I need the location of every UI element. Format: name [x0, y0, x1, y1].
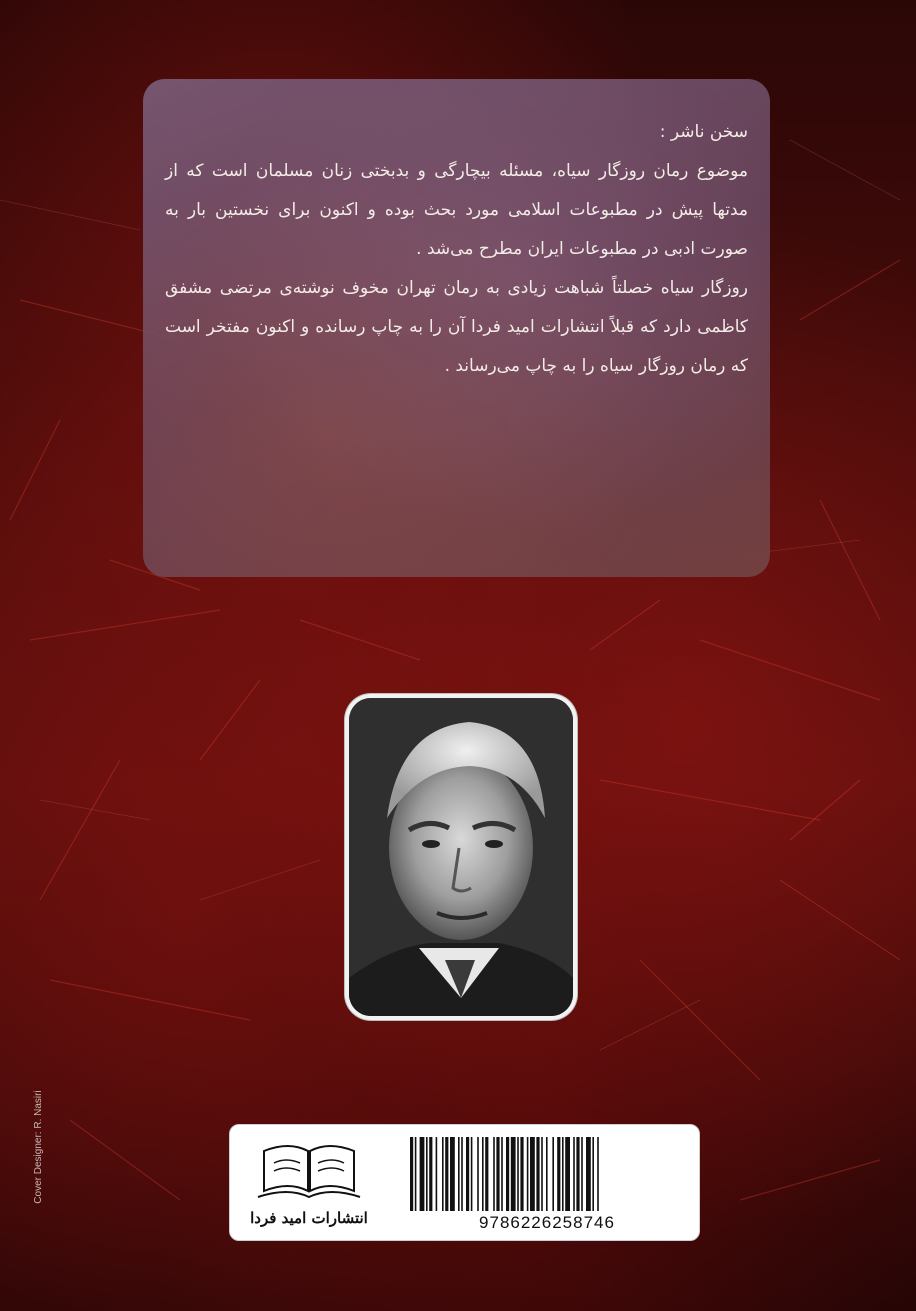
barcode-bar: [557, 1137, 560, 1211]
barcode-bar: [597, 1137, 599, 1211]
author-portrait: [349, 698, 573, 1016]
barcode-bar: [573, 1137, 575, 1211]
barcode-bar: [546, 1137, 548, 1211]
barcode-bar: [592, 1137, 594, 1211]
barcode-bar: [466, 1137, 469, 1211]
barcode-bar: [415, 1137, 417, 1211]
barcode-bar: [581, 1137, 583, 1211]
publisher-note-paragraph-2: روزگار سیاه خصلتاً شباهت زیادی به رمان تهران مخوف نوشته‌ی مرتضی مشفق کاظمی دارد که قبلاً انتشارات امید فردا آن را به چاپ رسانده و اکنون مفتخر است که رمان روزگار سیاه را به چاپ می‌رساند .: [165, 278, 748, 376]
isbn-number: 9786226258746: [479, 1213, 615, 1232]
barcode-bar: [541, 1137, 543, 1211]
barcode-bar: [445, 1137, 448, 1211]
barcode-bar: [477, 1137, 479, 1211]
barcode-bar: [511, 1137, 516, 1211]
barcode-bar: [536, 1137, 539, 1211]
publisher-logo: [244, 1133, 374, 1233]
barcode-bar: [485, 1137, 488, 1211]
barcode-bar: [552, 1137, 554, 1211]
barcode-bar: [506, 1137, 509, 1211]
publisher-note-panel: [143, 79, 770, 577]
barcode-bar: [586, 1137, 591, 1211]
barcode-bar: [458, 1137, 460, 1211]
barcode-bar: [496, 1137, 499, 1211]
barcode-bar: [565, 1137, 570, 1211]
barcode-bar: [562, 1137, 564, 1211]
barcode-bar: [527, 1137, 529, 1211]
barcode-bar: [420, 1137, 425, 1211]
barcode-bar: [426, 1137, 428, 1211]
barcode-bar: [429, 1137, 432, 1211]
barcode-bar: [520, 1137, 523, 1211]
open-book-logo-icon: [244, 1133, 374, 1207]
barcode-bar: [442, 1137, 444, 1211]
barcode-bar: [576, 1137, 579, 1211]
publisher-note-paragraph-1: موضوع رمان روزگار سیاه، مسئله بیچارگی و بدبختی زنان مسلمان است که از مدتها پیش در مطبوعات اسلامی مورد بحث بوده و اکنون برای نخستین بار به صورت ادبی در مطبوعات ایران مطرح می‌شد .: [165, 161, 748, 259]
barcode-bar: [501, 1137, 503, 1211]
barcode-bar: [436, 1137, 438, 1211]
barcode-bar: [517, 1137, 519, 1211]
barcode-bar: [450, 1137, 455, 1211]
barcode-bars: [408, 1137, 686, 1211]
barcode-bar: [482, 1137, 484, 1211]
barcode-panel: [229, 1124, 700, 1241]
barcode-bar: [493, 1137, 495, 1211]
barcode-bar: [471, 1137, 473, 1211]
cover-designer-credit: Cover Designer: R. Nasiri: [33, 1090, 44, 1204]
author-portrait-frame: [345, 694, 577, 1020]
publisher-note-heading: سخن ناشر :: [659, 122, 748, 142]
publisher-name: انتشارات امید فردا: [250, 1209, 368, 1227]
barcode-bar: [461, 1137, 463, 1211]
barcode-bar: [410, 1137, 413, 1211]
barcode-bar: [530, 1137, 535, 1211]
